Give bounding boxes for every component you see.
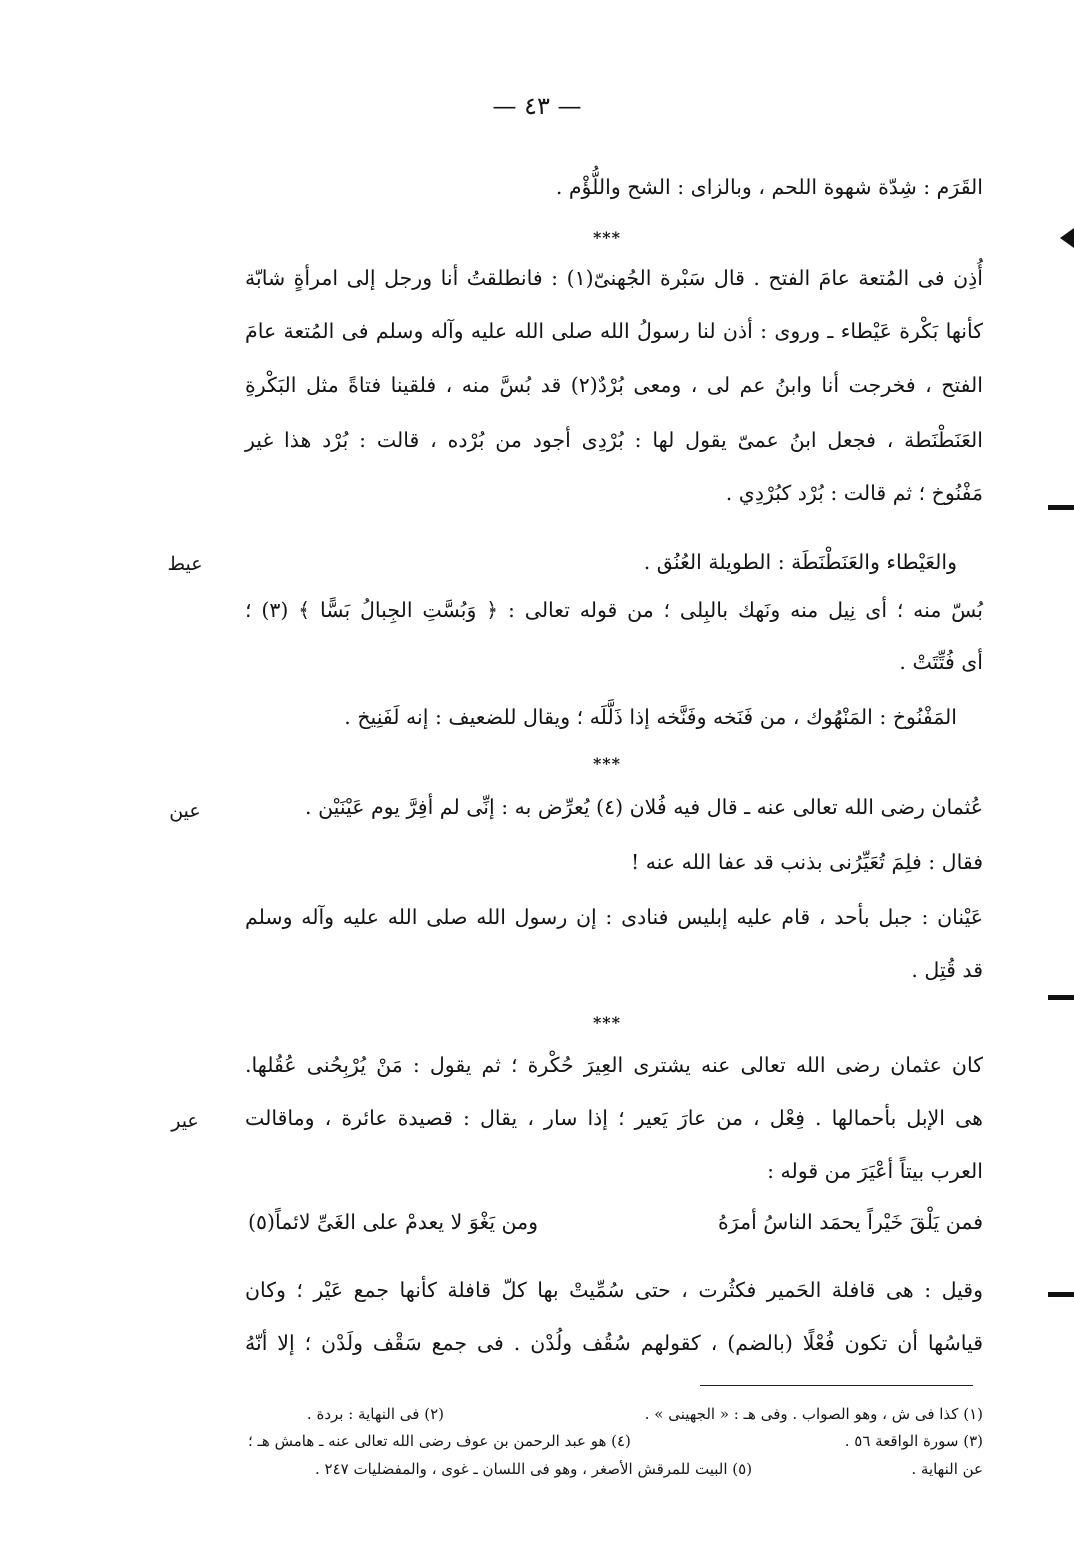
text-line: عُثمان رضى الله تعالى عنه ـ قال فيه فُلان (٤) يُعرِّض به : إنِّى لم أفِرَّ يوم عَيْنَيْن . — [305, 795, 983, 819]
scan-edge-mark — [1048, 505, 1074, 510]
text-line: الفتح ، فخرجت أنا وابنُ عم لى ، ومعى بُرْدٌ(٢) قد بُسَّ منه ، فلقينا فتاةً مثل البَكْرةِ — [245, 373, 983, 397]
text-line: العرب بيتاً أعْيَرَ من قوله : — [767, 1159, 983, 1183]
footnote-rule — [700, 1385, 973, 1386]
footnote: (٣) سورة الواقعة ٥٦ . — [844, 1432, 983, 1450]
text-line: فقال : فلِمَ تُعَيِّرُنى بذنب قد عفا الله عنه ! — [630, 850, 983, 874]
text-line: العَنَطْنَطة ، فجعل ابنُ عمىّ يقول لها : بُرْدِى أجود من بُرْده ، قالت : بُرْد هذا غير — [245, 428, 983, 452]
text-line: عَيْنان : جبل بأحد ، قام عليه إبليس فنادى : إن رسول الله صلى الله عليه وآله وسلم — [245, 905, 983, 929]
section-separator: *** — [592, 1013, 622, 1032]
scan-edge-mark — [1060, 228, 1074, 248]
text-line: قد قُتِل . — [911, 958, 983, 982]
margin-headword: عيط — [167, 553, 203, 575]
page-number: — ٤٣ — — [492, 92, 582, 120]
scan-edge-mark — [1048, 995, 1074, 1000]
footnote: (٤) هو عبد الرحمن بن عوف رضى الله تعالى عنه ـ هامش هـ ؛ — [248, 1432, 631, 1450]
text-line: قياسُها أن تكون فُعْلًا (بالضم) ، كقولهم سُقُف ولُدْن . فى جمع سَقْف ولَدْن ؛ إلا أنّهُ — [245, 1331, 983, 1355]
text-line: كأنها بَكْرة عَيْطاء ـ وروى : أذن لنا رسولُ الله صلى الله عليه وآله وسلم فى المُتعة عامَ — [245, 319, 983, 343]
margin-headword: عير — [171, 1110, 199, 1132]
footnote: (١) كذا فى ش ، وهو الصواب . وفى هـ : « الجهينى » . — [644, 1405, 983, 1423]
poem-hemistich-left: ومن يَغْوَ لا يعدمْ على الغَىِّ لائماً(٥) — [248, 1210, 539, 1234]
text-line: أى فُتِّتَتْ . — [899, 650, 983, 674]
text-line: أُذِن فى المُتعة عامَ الفتح . قال سَبْرة الجُهنىّ(١) : فانطلقتُ أنا ورجل إلى امرأةٍ شابّة — [245, 266, 983, 290]
text-line: المَفْنُوخ : المَنْهُوك ، من فَنَخه وفَنَّخه إذا ذَلَّلَه ؛ ويقال للضعيف : إنه لَفَنِيخ . — [344, 705, 957, 729]
text-line: مَفْنُوخ ؛ ثم قالت : بُرْد كبُرْدِي . — [725, 481, 983, 505]
section-separator: *** — [592, 228, 622, 247]
text-line: وقيل : هى قافلة الحَمير فكثُرت ، حتى سُمِّيتْ بها كلّ قافلة كأنها جمع عَيْر ؛ وكان — [245, 1278, 983, 1302]
footnote: (٥) البيت للمرقش الأصغر ، وهو فى اللسان ـ غوى ، والمفضليات ٢٤٧ . — [315, 1460, 753, 1478]
text-line: القَرَم : شِدّة شهوة اللحم ، وبالزاى : الشح واللُّؤْم . — [555, 175, 983, 199]
footnote: (٢) فى النهاية : بردة . — [306, 1405, 444, 1423]
text-line: كان عثمان رضى الله تعالى عنه يشترى العِيرَ حُكْرة ؛ ثم يقول : مَنْ يُرْبِحُنى عُقُلها. — [245, 1053, 983, 1077]
footnote: عن النهاية . — [911, 1460, 983, 1478]
text-line: والعَيْطاء والعَنَطْنَطَة : الطويلة العُنُق . — [643, 550, 957, 574]
scan-edge-mark — [1048, 1292, 1074, 1297]
section-separator: *** — [592, 754, 622, 773]
text-line: بُسّ منه ؛ أى نِيل منه ونَهك بالبِلى ؛ من قوله تعالى : ﴿ وَبُسَّتِ الجِبالُ بَسًّا ﴾ (٣) ؛ — [245, 598, 983, 622]
margin-headword: عين — [169, 800, 201, 822]
text-line: هى الإبل بأحمالها . فِعْل ، من عارَ يَعير ؛ إذا سار ، يقال : قصيدة عائرة ، وماقالت — [245, 1106, 983, 1130]
poem-hemistich-right: فمن يَلْقَ خَيْراً يحمَد الناسُ أمرَهُ — [718, 1210, 983, 1234]
